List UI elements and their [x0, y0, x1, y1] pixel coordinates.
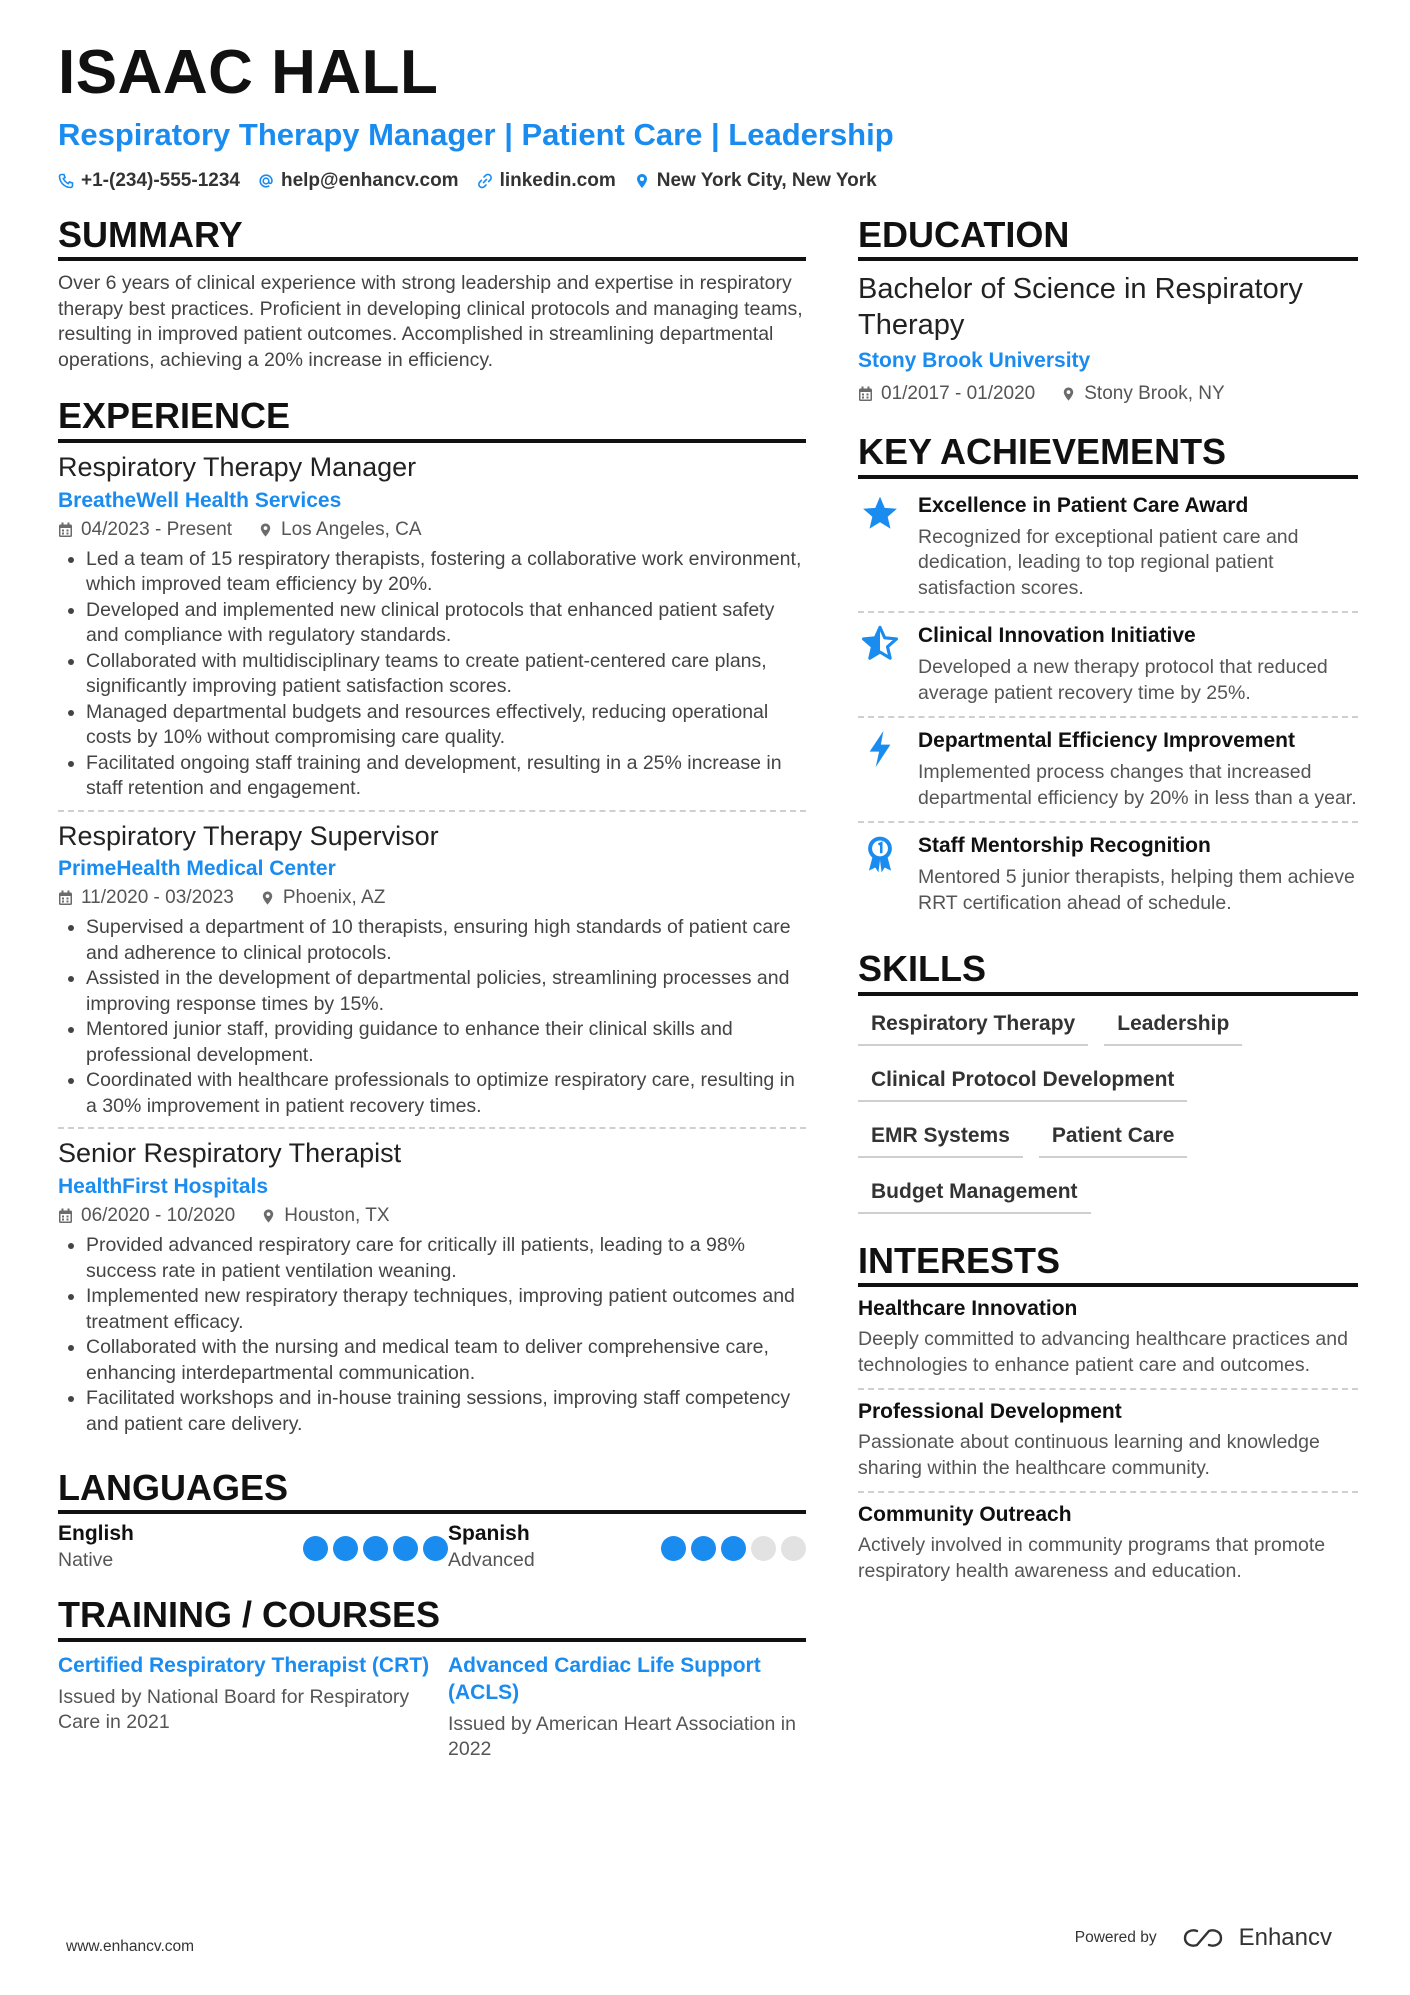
- job-entry: [58, 443, 806, 812]
- contact-bar: [58, 170, 877, 192]
- job-bullets: [58, 1233, 806, 1437]
- candidate-name: ISAAC HALL: [58, 38, 439, 107]
- star-icon: [858, 493, 902, 602]
- education-heading: EDUCATION: [858, 214, 1358, 261]
- job-location: [261, 1205, 389, 1227]
- job-location: [258, 519, 421, 541]
- brand-name: Enhancv: [1238, 1924, 1332, 1951]
- course-item: [58, 1652, 448, 1763]
- education-dates: [858, 383, 1035, 405]
- rating-dot-filled: [691, 1536, 716, 1561]
- job-bullet: • Assisted in the development of departmental policies, streamlining processes and improving response times by 15%.: [86, 966, 806, 1017]
- rating-dot-filled: [333, 1536, 358, 1561]
- course-item: [448, 1652, 806, 1763]
- at-sign-icon: [258, 173, 274, 189]
- achievement-body: [918, 728, 1358, 811]
- languages-section: [58, 1467, 806, 1572]
- job-location-text: Phoenix, AZ: [282, 887, 386, 909]
- job-dates-text: 04/2023 - Present: [81, 518, 233, 540]
- achievement-item: [858, 823, 1358, 926]
- job-bullet: • Coordinated with healthcare professionals to optimize respiratory care, resulting in a 30% improvement in patient recovery times.: [86, 1068, 806, 1119]
- job-bullet: • Developed and implemented new clinical protocols that enhanced patient safety and compliance with regulatory standards.: [86, 598, 806, 649]
- achievement-list: [858, 483, 1358, 927]
- achievement-description: Recognized for exceptional patient care and dedication, leading to top regional patient satisfaction scores.: [918, 525, 1299, 599]
- contact-website[interactable]: [477, 170, 616, 192]
- language-level: Native: [58, 1549, 114, 1572]
- interest-title: Professional Development: [858, 1400, 1122, 1424]
- education-dates-text: 01/2017 - 01/2020: [881, 383, 1036, 405]
- job-dates: [58, 1205, 235, 1227]
- award-ribbon-icon: [858, 833, 902, 916]
- course-description: Issued by National Board for Respiratory Care in 2021: [58, 1685, 410, 1734]
- rating-dot-filled: [721, 1536, 746, 1561]
- achievement-item: [858, 613, 1358, 718]
- footer-branding: [1075, 1924, 1332, 1952]
- contact-phone[interactable]: [58, 170, 240, 192]
- left-column: [58, 214, 806, 1763]
- language-rating: [661, 1536, 806, 1561]
- language-item: [448, 1522, 806, 1572]
- achievement-item: [858, 718, 1358, 823]
- job-meta: [58, 519, 806, 541]
- language-item: [58, 1522, 448, 1572]
- rating-dot-empty: [751, 1536, 776, 1561]
- job-meta: [58, 1205, 806, 1227]
- rating-dot-filled: [661, 1536, 686, 1561]
- calendar-icon: [858, 386, 873, 402]
- job-bullet: • Facilitated ongoing staff training and development, resulting in a 25% increase in staff retention and engagement.: [86, 751, 806, 802]
- achievement-title: Clinical Innovation Initiative: [918, 624, 1196, 648]
- job-entry: [58, 1129, 806, 1445]
- summary-text: Over 6 years of clinical experience with strong leadership and expertise in respiratory therapy best practices. Proficient in developing clinical protocols and managing teams, resulting in improved patient outcomes. Accomplished in streamlining departmental operations, achieving a 20% increase in efficiency.: [58, 272, 803, 371]
- achievement-item: [858, 483, 1358, 614]
- achievements-heading: KEY ACHIEVEMENTS: [858, 431, 1358, 478]
- interest-description: Actively involved in community programs that promote respiratory health awareness and education.: [858, 1534, 1326, 1582]
- education-degree: Bachelor of Science in Respiratory Therapy: [858, 273, 1303, 342]
- achievement-title: Excellence in Patient Care Award: [918, 493, 1249, 517]
- job-company: HealthFirst Hospitals: [58, 1175, 269, 1199]
- interest-item: [858, 1287, 1358, 1390]
- rating-dot-empty: [781, 1536, 806, 1561]
- skill-tag: EMR Systems: [858, 1120, 1023, 1158]
- language-name: Spanish: [448, 1522, 530, 1546]
- achievement-description: Developed a new therapy protocol that reduced average patient recovery time by 25%.: [918, 656, 1328, 704]
- job-dates: [58, 887, 234, 909]
- link-icon: [477, 173, 493, 189]
- achievement-body: [918, 833, 1358, 916]
- language-text: [448, 1522, 535, 1572]
- summary-heading: SUMMARY: [58, 214, 806, 261]
- interest-title: Healthcare Innovation: [858, 1297, 1078, 1321]
- interests-section: [858, 1240, 1358, 1594]
- language-rating: [303, 1536, 448, 1561]
- language-name: English: [58, 1522, 134, 1546]
- rating-dot-filled: [423, 1536, 448, 1561]
- contact-location: [634, 170, 877, 192]
- education-section: [858, 214, 1358, 405]
- achievements-section: [858, 431, 1358, 926]
- education-location-text: Stony Brook, NY: [1084, 383, 1225, 405]
- job-location-text: Houston, TX: [284, 1205, 390, 1227]
- education-meta: [858, 383, 1358, 405]
- job-location-text: Los Angeles, CA: [281, 518, 422, 540]
- job-bullets: [58, 547, 806, 802]
- job-dates-text: 06/2020 - 10/2020: [81, 1205, 236, 1227]
- achievement-body: [918, 493, 1358, 602]
- skills-section: [858, 948, 1358, 1213]
- skills-heading: SKILLS: [858, 948, 1358, 995]
- lightning-icon: [858, 728, 902, 811]
- experience-heading: EXPERIENCE: [58, 395, 806, 442]
- skill-list: [858, 1008, 1338, 1214]
- job-company: BreatheWell Health Services: [58, 488, 342, 512]
- map-pin-icon: [634, 173, 650, 189]
- contact-email[interactable]: [258, 170, 459, 192]
- job-bullet: • Provided advanced respiratory care for critically ill patients, leading to a 98% success rate in patient ventilation weaning.: [86, 1233, 806, 1284]
- interest-item: [858, 1493, 1358, 1594]
- experience-section: [58, 395, 806, 1445]
- contact-location-text: New York City, New York: [656, 170, 877, 191]
- job-location: [260, 887, 385, 909]
- job-dates: [58, 519, 232, 541]
- map-pin-icon: [258, 522, 273, 538]
- achievement-body: [918, 623, 1358, 706]
- skill-tag: Clinical Protocol Development: [858, 1064, 1187, 1102]
- skill-tag: Patient Care: [1039, 1120, 1188, 1158]
- star-outline-icon: [858, 623, 902, 706]
- job-bullet: • Facilitated workshops and in-house training sessions, improving staff competency and patient care delivery.: [86, 1386, 806, 1437]
- job-bullet: • Managed departmental budgets and resources effectively, reducing operational costs by 10% without compromising care quality.: [86, 700, 806, 751]
- rating-dot-filled: [363, 1536, 388, 1561]
- right-column: [858, 214, 1358, 1594]
- calendar-icon: [58, 1208, 73, 1224]
- language-list: [58, 1522, 806, 1572]
- rating-dot-filled: [303, 1536, 328, 1561]
- course-description: Issued by American Heart Association in 2022: [448, 1712, 796, 1761]
- job-entry: [58, 812, 806, 1130]
- achievement-title: Staff Mentorship Recognition: [918, 834, 1211, 858]
- interest-description: Deeply committed to advancing healthcare practices and technologies to enhance patient care and outcomes.: [858, 1328, 1348, 1376]
- language-text: [58, 1522, 134, 1572]
- job-meta: [58, 887, 806, 909]
- course-title: Advanced Cardiac Life Support (ACLS): [448, 1653, 761, 1704]
- job-bullet: • Led a team of 15 respiratory therapists, fostering a collaborative work environment, which improved team efficiency by 20%.: [86, 547, 806, 598]
- interest-list: [858, 1287, 1358, 1594]
- interest-title: Community Outreach: [858, 1503, 1072, 1527]
- phone-icon: [58, 173, 74, 189]
- skill-tag: Budget Management: [858, 1176, 1091, 1214]
- course-title: Certified Respiratory Therapist (CRT): [58, 1653, 430, 1677]
- calendar-icon: [58, 522, 73, 538]
- contact-phone-text: +1-(234)-555-1234: [81, 170, 240, 191]
- enhancv-logo-icon: [1183, 1926, 1229, 1950]
- candidate-headline: Respiratory Therapy Manager | Patient Care | Leadership: [58, 117, 894, 152]
- job-bullet: • Supervised a department of 10 therapists, ensuring high standards of patient care and adherence to clinical protocols.: [86, 915, 806, 966]
- job-list: [58, 443, 806, 1445]
- education-school: Stony Brook University: [858, 349, 1091, 373]
- training-section: [58, 1594, 806, 1762]
- calendar-icon: [58, 890, 73, 906]
- job-dates-text: 11/2020 - 03/2023: [81, 887, 234, 909]
- interest-item: [858, 1390, 1358, 1493]
- map-pin-icon: [261, 1208, 276, 1224]
- job-bullet: • Collaborated with the nursing and medical team to deliver comprehensive care, enhancing interdepartmental communication.: [86, 1335, 806, 1386]
- contact-email-text: help@enhancv.com: [280, 170, 459, 191]
- job-title: Respiratory Therapy Manager: [58, 451, 417, 482]
- job-bullet: • Mentored junior staff, providing guidance to enhance their clinical skills and professional development.: [86, 1017, 806, 1068]
- job-title: Senior Respiratory Therapist: [58, 1138, 402, 1169]
- achievement-description: Mentored 5 junior therapists, helping them achieve RRT certification ahead of schedule.: [918, 866, 1355, 914]
- language-level: Advanced: [448, 1549, 535, 1572]
- achievement-title: Departmental Efficiency Improvement: [918, 729, 1295, 753]
- job-bullets: [58, 915, 806, 1119]
- job-title: Respiratory Therapy Supervisor: [58, 820, 439, 851]
- brand-logo[interactable]: [1183, 1924, 1332, 1952]
- job-bullet: • Collaborated with multidisciplinary teams to create patient-centered care plans, significantly improving patient satisfaction scores.: [86, 649, 806, 700]
- training-heading: TRAINING / COURSES: [58, 1594, 806, 1641]
- rating-dot-filled: [393, 1536, 418, 1561]
- contact-website-text: linkedin.com: [499, 170, 616, 191]
- job-company: PrimeHealth Medical Center: [58, 857, 336, 881]
- map-pin-icon: [1061, 386, 1076, 402]
- footer-website[interactable]: www.enhancv.com: [66, 1938, 195, 1955]
- languages-heading: LANGUAGES: [58, 1467, 806, 1514]
- education-location: [1061, 383, 1224, 405]
- course-list: [58, 1652, 806, 1763]
- map-pin-icon: [260, 890, 275, 906]
- interest-description: Passionate about continuous learning and knowledge sharing within the healthcare community.: [858, 1431, 1320, 1479]
- summary-section: [58, 214, 806, 373]
- skill-tag: Leadership: [1104, 1008, 1242, 1046]
- powered-by-label: Powered by: [1074, 1929, 1157, 1946]
- achievement-description: Implemented process changes that increased departmental efficiency by 20% in less than a year.: [918, 761, 1357, 809]
- skill-tag: Respiratory Therapy: [858, 1008, 1088, 1046]
- interests-heading: INTERESTS: [858, 1240, 1358, 1287]
- job-bullet: • Implemented new respiratory therapy techniques, improving patient outcomes and treatment efficacy.: [86, 1284, 806, 1335]
